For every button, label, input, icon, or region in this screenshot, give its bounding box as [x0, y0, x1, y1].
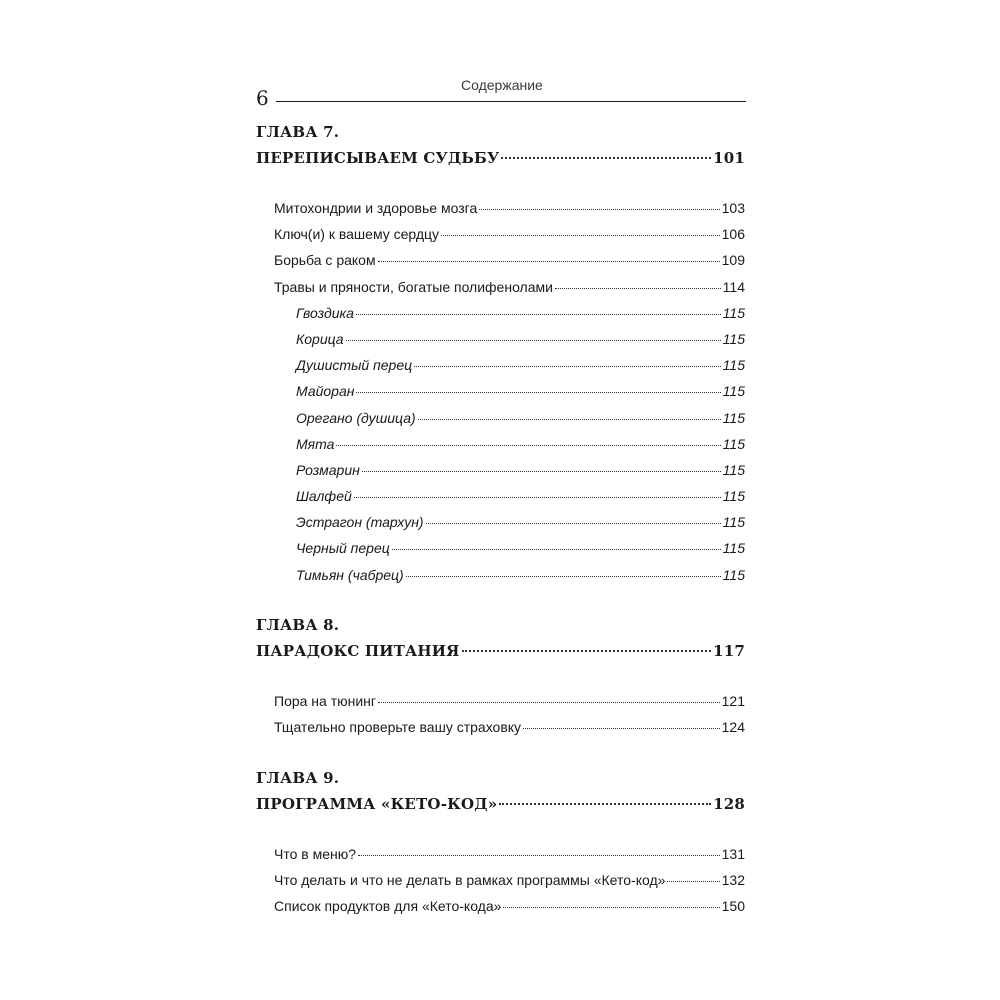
entry-page-number: 124 — [721, 719, 745, 736]
dot-leader — [501, 157, 711, 159]
entry-page-number: 115 — [722, 488, 745, 505]
page-header — [256, 76, 746, 112]
entry-title: Шалфей — [296, 488, 352, 505]
entry-page-number: 115 — [722, 514, 745, 531]
entry-title: Черный перец — [296, 540, 390, 557]
dot-leader — [354, 497, 721, 498]
chapter-heading-9 — [256, 765, 745, 817]
chapter-label: ГЛАВА 8. — [256, 616, 340, 634]
toc-entry[interactable] — [274, 688, 745, 714]
dot-leader — [499, 803, 711, 805]
chapter-title: ПРОГРАММА «КЕТО-КОД» — [256, 795, 498, 813]
chapter-label: ГЛАВА 7. — [256, 123, 340, 141]
chapter-title-row[interactable] — [256, 145, 745, 171]
dot-leader — [426, 523, 721, 524]
entry-title: Митохондрии и здоровье мозга — [274, 200, 478, 216]
dot-leader — [441, 235, 720, 236]
entry-page-number: 115 — [722, 540, 745, 557]
dot-leader — [555, 288, 721, 289]
chapter-page-number: 101 — [713, 149, 745, 167]
entry-title: Тимьян (чабрец) — [296, 566, 404, 583]
dot-leader — [406, 576, 721, 577]
entry-page-number: 115 — [722, 357, 745, 374]
toc-subentry[interactable] — [274, 352, 745, 378]
entry-page-number: 121 — [721, 693, 745, 709]
chapter-page-number: 128 — [713, 795, 745, 813]
entry-title: Травы и пряности, богатые полифенолами — [274, 278, 553, 295]
entry-title: Корица — [296, 330, 344, 347]
dot-leader — [479, 209, 719, 210]
entry-page-number: 109 — [721, 252, 745, 269]
toc-subentry[interactable] — [274, 457, 745, 483]
toc-subentry[interactable] — [274, 562, 745, 588]
entry-page-number: 115 — [722, 383, 745, 400]
entry-title: Душистый перец — [296, 357, 413, 374]
entry-title: Эстрагон (тархун) — [296, 514, 424, 531]
entry-page-number: 132 — [721, 872, 745, 889]
toc-entry[interactable] — [274, 893, 745, 919]
toc-subentry[interactable] — [274, 326, 745, 352]
toc-entry[interactable] — [274, 841, 745, 867]
entry-page-number: 115 — [722, 304, 745, 321]
entry-page-number: 131 — [721, 846, 745, 862]
toc-subentry[interactable] — [274, 483, 745, 509]
entry-title: Гвоздика — [296, 304, 354, 321]
entry-title: Список продуктов для «Кето-кода» — [274, 898, 502, 915]
entry-page-number: 106 — [721, 226, 745, 243]
dot-leader — [523, 728, 720, 729]
toc-subentry[interactable] — [274, 535, 745, 561]
entry-title: Мята — [296, 435, 335, 452]
entry-title: Орегано (душица) — [296, 409, 416, 426]
header-rule — [276, 101, 746, 102]
toc-entry[interactable] — [274, 195, 745, 221]
entry-title: Пора на тюнинг — [274, 693, 377, 709]
chapter-label: ГЛАВА 9. — [256, 769, 340, 787]
chapter-title-row[interactable] — [256, 638, 745, 664]
chapter-page-number: 117 — [713, 642, 745, 660]
toc-subentry[interactable] — [274, 300, 745, 326]
toc-subentry[interactable] — [274, 431, 745, 457]
entry-title: Что делать и что не делать в рамках программы «Кето-код» — [274, 872, 666, 889]
entry-title: Тщательно проверьте вашу страховку — [274, 719, 522, 736]
dot-leader — [378, 702, 720, 703]
chapter-heading-7 — [256, 119, 745, 171]
entry-page-number: 150 — [721, 898, 745, 915]
toc-subentry[interactable] — [274, 378, 745, 404]
dot-leader — [362, 471, 721, 472]
dot-leader — [356, 314, 721, 315]
entry-title: Майоран — [296, 383, 355, 400]
chapter-9-entries — [274, 841, 745, 920]
toc-subentry[interactable] — [274, 509, 745, 535]
entry-page-number: 115 — [722, 566, 745, 583]
running-title: Содержание — [461, 77, 543, 93]
entry-page-number: 115 — [722, 435, 745, 452]
entry-title: Что в меню? — [274, 846, 357, 862]
toc-entry[interactable] — [274, 714, 745, 740]
dot-leader — [378, 261, 720, 262]
dot-leader — [358, 855, 720, 856]
chapter-heading-8 — [256, 612, 745, 664]
dot-leader — [336, 445, 720, 446]
dot-leader — [414, 366, 721, 367]
entry-title: Борьба с раком — [274, 252, 376, 269]
dot-leader — [392, 549, 721, 550]
toc-entry[interactable] — [274, 867, 745, 893]
dot-leader — [503, 907, 719, 908]
entry-page-number: 103 — [721, 200, 745, 216]
toc-entry[interactable] — [274, 274, 745, 300]
toc-subentry[interactable] — [274, 405, 745, 431]
page-number: 6 — [256, 86, 269, 110]
chapter-7-entries — [274, 195, 745, 588]
entry-page-number: 115 — [722, 409, 745, 426]
entry-title: Розмарин — [296, 461, 360, 478]
entry-page-number: 115 — [722, 461, 745, 478]
chapter-title: ПЕРЕПИСЫВАЕМ СУДЬБУ — [256, 149, 500, 167]
toc-entry[interactable] — [274, 247, 745, 273]
entry-page-number: 115 — [722, 330, 745, 347]
dot-leader — [418, 419, 721, 420]
dot-leader — [346, 340, 721, 341]
toc-entry[interactable] — [274, 221, 745, 247]
dot-leader — [356, 392, 720, 393]
chapter-title: ПАРАДОКС ПИТАНИЯ — [256, 642, 460, 660]
entry-title: Ключ(и) к вашему сердцу — [274, 226, 440, 243]
chapter-title-row[interactable] — [256, 791, 745, 817]
dot-leader — [667, 881, 719, 882]
chapter-8-entries — [274, 688, 745, 740]
entry-page-number: 114 — [722, 278, 745, 295]
dot-leader — [462, 650, 712, 652]
